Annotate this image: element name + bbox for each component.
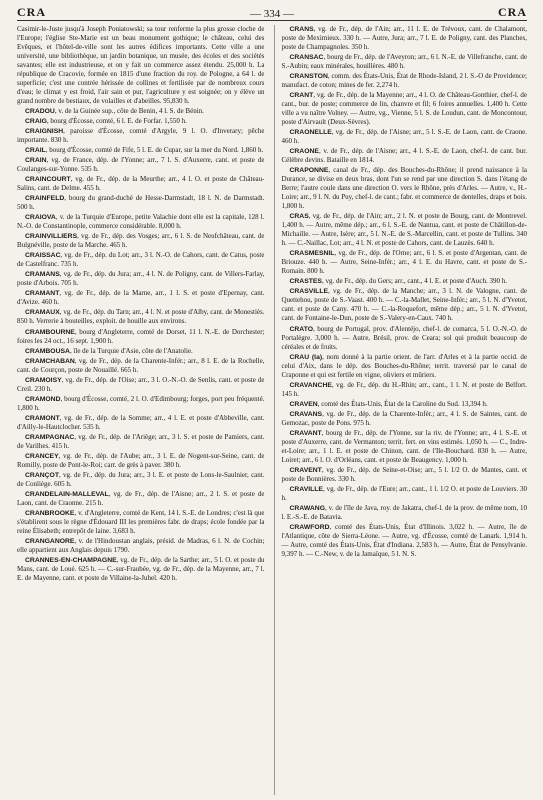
entry-text: , vg. de Fr., dép. de la Charente-Infér.; arr., 8 l. E. de la Rochelle, cant. de Courçon, poste de Nouaillé. 665 h. <box>17 356 265 374</box>
dictionary-entry <box>281 166 527 211</box>
dictionary-entry <box>281 128 527 146</box>
entry-headword: CRAMANS <box>25 271 60 279</box>
dictionary-entry <box>281 287 527 323</box>
left-column <box>17 25 264 795</box>
entry-headword: CRANGANORE <box>25 537 75 545</box>
entry-text: , vg. de Fr., dép. de la Manche; arr., 3 l. N. de Valogne, cant. de Quettehou, poste de S.-Vaast. 400 h. — C.-la-Mallet, Seine-Infér.; arr., 5 l. N. d'Yvetot, cant. et poste de Cany. 470 h. — C.-la-Roquefort, même dép.; arr., 5 l. N. d'Yvetot, cant. de Fontaine-le-Dun, poste de S.-Valery-en-Caux. 740 h. <box>281 287 527 323</box>
entry-headword: CRASMESNIL <box>289 250 335 258</box>
entry-headword: CRAPONNE <box>289 167 329 175</box>
dictionary-entry <box>281 147 527 165</box>
entry-headword: CRAIG <box>25 118 47 126</box>
entry-text: , bourg d'Écosse, comté, 6 l. E. de Forfar. 1,550 h. <box>46 117 187 126</box>
entry-text: , vg. de Fr., dép. du H.-Rhin; arr., cant., 1 l. N. et poste de Belfort. 145 h. <box>281 380 527 398</box>
dictionary-entry <box>17 308 264 326</box>
dictionary-entry <box>17 25 264 106</box>
entry-text: , v. de l'île de Java, roy. de Jakatra, chef-l. de la prov. de même nom, 10 l. E.-S.-E. de Batavia. <box>281 503 527 521</box>
right-column <box>274 25 527 795</box>
entry-text: Casimir-le-Juste jusqu'à Joseph Poniatowski; sa tour renferme la plus grosse cloche de l'Europe; l'église Ste-Marie est un beau monument gothique; le château, celui des Evêques, et l'hôtel-de-ville sont les autres édifices importants. Cette ville a une université, une bibliothèque, un jardin botanique, un musée, des écoles et des sociétés savantes; elle est industrieuse, et on y fait un commerce assez étendu. 25,000 h. La république de Cracovie, formée en 1815 d'une fraction du roy. de Pologne, a 64 l. de superficie; c'est une contrée hérissée de collines et fertilisée par de nombreux cours d'eau; le climat y est froid, l'air sain et pur, l'agriculture y est soignée; on y élève un grand nombre de bestiaux, de volailles et d'abeilles. 95,830 h. <box>17 25 265 106</box>
dictionary-entry <box>17 357 264 375</box>
entry-text: , vg. de Fr., dép. de l'Aisne; arr., 2 l. S. et poste de Laon, cant. de Craonne. 215 h. <box>17 489 265 507</box>
dictionary-entry <box>281 72 527 90</box>
entry-headword: CRASVILLE <box>289 288 329 296</box>
dictionary-entry <box>17 270 264 288</box>
page-number: — 334 — <box>250 8 294 20</box>
dictionary-entry <box>281 410 527 428</box>
entry-headword: CRAONELLE <box>289 129 332 137</box>
dictionary-entry <box>17 433 264 451</box>
dictionary-entry <box>17 471 264 489</box>
entry-text: , canal de Fr., dép. des Bouches-du-Rhône; il prend naissance à la Durance, se divise en deux bras, dont l'un se rend par une direction S. dans l'étang de Berre; l'autre coule dans une direction O. vers le Rhône, près d'Arles. — Autre, v., H.-Loire; arr., 9 l. N. du Puy, chef-l. de cant.; fabr. et commerce de dentelles, draps et bois. 1,800 h. <box>281 166 527 211</box>
entry-headword: CRANCEY <box>25 452 59 460</box>
entry-headword: CRAMONT <box>25 414 60 422</box>
entry-text: , v. de l'Hindoustan anglais, présid. de Madras, 6 l. N. de Cochin; elle appartient aux Anglais depuis 1790. <box>17 536 265 554</box>
dictionary-entry <box>17 127 264 145</box>
entry-headword: CRAMAUX <box>25 309 60 317</box>
dictionary-entry <box>281 466 527 484</box>
dictionary-entry <box>17 452 264 470</box>
entry-text: , vg. de Fr., dép. de Seine-et-Oise; arr., 5 l. 1/2 O. de Mantes, cant. et poste de Bonnières. 330 h. <box>281 465 527 483</box>
dictionary-entry <box>17 251 264 269</box>
entry-text: , vg. de Fr., dép. du Jura; arr., 3 l. E. et poste de Lons-le-Saulnier, cant. de Conliège. 605 h. <box>17 470 265 488</box>
dictionary-entry <box>17 537 264 555</box>
entry-text: , comté des États-Unis, État de la Caroline du Sud. 13,394 h. <box>317 399 488 408</box>
entry-headword: CRANS <box>289 26 314 33</box>
dictionary-entry <box>281 485 527 503</box>
entry-headword: CRAMOND <box>25 395 61 403</box>
entry-text: , comté des États-Unis, État d'Illinois. 3,022 h. — Autre, île de l'Atlantique, côte de Sierra-Léone. — Autre, vg. d'Écosse, comté de Lanark. 1,914 h. — Autre, comté des États-Unis, État d'Indiana. 2,583 h. — Autre, État de Pensylvanie. 9,397 h. — C.-New, v. de la Jamaïque, 5 l. N. S. <box>281 522 527 558</box>
entry-text: , vg. de Fr., dép. du Gers; arr., cant., 4 l. E. et poste d'Auch. 390 h. <box>321 277 507 286</box>
entry-text: , vg. de Fr., dép. de l'Ariège; arr., 3 l. S. et poste de Pamiers, cant. de Varilhes. 415 h. <box>17 432 265 450</box>
page-header <box>17 0 527 21</box>
entry-text: , vg. de Fr., dép. de la Charente-Infér.; arr., 4 l. S. de Saintes, cant. de Gemozac, poste de Pons. 975 h. <box>281 409 527 427</box>
entry-text: , paroisse d'Écosse, comté d'Argyle, 9 l. O. d'Inverary; pêche importante. 830 h. <box>17 127 265 145</box>
entry-text: , île de la Turquie d'Asie, côte de l'Anatolie. <box>69 346 193 355</box>
entry-headword: CRANBROOKE <box>25 509 75 517</box>
dictionary-entry <box>17 556 264 583</box>
entry-headword: CRASTES <box>289 278 322 286</box>
entry-text: , vg. de Fr., dép. de l'Oise; arr., 3 l. O.-N.-O. de Senlis, cant. et poste de Creil. 230 h. <box>17 375 265 393</box>
entry-headword: CRAMBOUSA <box>25 347 70 355</box>
entry-text: , vg. de Fr., dép. des Vosges; arr., 6 l. S. de Neufchâteau, cant. de Bulgnéville, poste de la Marche. 465 h. <box>17 232 265 250</box>
entry-text: , bourg d'Écosse, comté de Fife, 5 l. E. de Cupar, sur la mer du Nord. 1,860 h. <box>45 146 264 155</box>
entry-text: , vg. de France, dép. de l'Yonne; arr., 7 l. S. d'Auxerre, cant. et poste de Coulanges-sur-Yonne. 535 h. <box>17 156 265 174</box>
entry-text: , vg. de Fr., dép. de l'Orne; arr., 6 l. S. et poste d'Argentan, cant. de Briouze. 440 h. — Autre, Seine-Infér.; arr., 4 l. E. du Havre, cant. et poste de S.-Romain. 800 h. <box>281 249 527 276</box>
entry-text: , vg. de Fr., dép. de la Marne, arr., 1 l. S. et poste d'Epernay, cant. d'Avize. 460 h. <box>17 289 265 307</box>
entry-text: , v. de la Guinée sup., côte de Benin, 4 l. S. de Bénin. <box>54 107 204 116</box>
entry-text: , bourg de Fr., dép. de l'Aveyron; arr., 6 l. N.-E. de Villefranche, cant. de S.-Aubin; eaux minérales, houillères. 480 h. <box>281 53 527 71</box>
dictionary-entry <box>281 277 527 286</box>
entry-headword: CRANDELAIN-MALLEVAL <box>25 490 109 498</box>
entry-headword: CRAINFELD <box>25 195 65 203</box>
dictionary-entry <box>281 91 527 127</box>
entry-text: , comm. des États-Unis, État de Rhode-Island, 2 l. S.-O de Providence; manufact. de coton; mines de fer. 2,274 h. <box>281 72 527 90</box>
entry-headword: CRAIL <box>25 147 46 155</box>
dictionary-entry <box>17 146 264 155</box>
entry-text: , bourg de Portugal, prov. d'Alentéjo, chef-l. de comarca, 5 l. O.-N.-O. de Portalègre. 3,000 h. — Autre, Brésil, prov. de Ceara; sol qui produit beaucoup de céréales et de fruits. <box>281 324 527 351</box>
entry-headword: CRANT <box>289 92 314 100</box>
entry-headword: CRANNES-EN-CHAMPAGNE <box>25 556 117 564</box>
entry-headword: CRAIGNISH <box>25 128 64 136</box>
dictionary-entry <box>17 175 264 193</box>
entry-headword: CRANSAC <box>289 54 324 62</box>
entry-text: , vg. de Fr., dép. de la Sarthe; arr., 5 l. O. et poste du Mans, cant. de Loué. 625 h. — C.-sur-Fraubée, vg. de Fr., dép. de la Mayenne, arr., 7 l. E. de Mayenne, cant. et poste de Villaine-la-Juhel. 420 h. <box>17 555 265 582</box>
entry-text: , vg. de Fr., dép. de la Mayenne; arr., 4 l. O. de Château-Gonthier, chef-l. de cant., bur. de poste; commerce de lin, chanvre et fil; 6 foires annuelles. 1,400 h. Cette ville a vu naître Volney. — Autre, vg., Vienne, 5 l. S. de Loudun, cant. de Moncontour, poste d'Airvault (Deux-Sèvres). <box>281 91 527 127</box>
dictionary-entry <box>17 347 264 356</box>
dictionary-entry <box>17 107 264 116</box>
entry-headword: CRANSTON <box>289 73 328 81</box>
entry-text: , bourg d'Angleterre, comté de Dorset, 11 l. N.-E. de Dorchester; foires les 24 oct., 16 sept. 1,900 h. <box>17 327 265 345</box>
entry-headword: CRAVILLE <box>289 485 323 493</box>
entry-text: , vg. de Fr., dép. de l'Aisne; arr., 5 l. S.-E. de Laon, cant. de Craone. 460 h. <box>281 128 527 146</box>
entry-text: , vg. de Fr., dép. de la Meurthe; arr., 4 l. O. et poste de Château-Salins, cant. de Delme. 455 h. <box>17 175 265 193</box>
entry-headword: CRAMBOURNE <box>25 328 75 336</box>
entry-headword: CRAVENT <box>289 466 322 474</box>
entry-headword: CRANÇOT <box>25 471 59 479</box>
entry-headword: CRAINVILLIERS <box>25 233 78 241</box>
entry-text: , vg. de Fr., dép. du Jura; arr., 4 l. N. de Poligny, cant. de Villers-Farlay, poste d'Arbois. 705 h. <box>17 270 265 288</box>
dictionary-entry <box>17 509 264 536</box>
dictionary-entry <box>17 395 264 413</box>
dictionary-entry <box>281 325 527 352</box>
entry-headword: CRAINCOURT <box>25 176 71 184</box>
entry-text: , vg. de Fr., dép. de l'Ain; arr., 2 l. N. et poste de Bourg, cant. de Montrevel. 1,400 h. — Autre, même dép.; arr., 6 l. S.-E. de Nantua, cant. et poste de Châtillon-de-Michaille. — Autre, Isère; arr., 5 l. N.-E. de S.-Marcellin, cant. et poste de Tullins. 340 h. — C.-Naillac, Lot; arr., 4 l. N. et poste de Cahors, cant. de Lauzès. 640 h. <box>281 212 527 248</box>
entry-headword: CRAWANG <box>289 504 325 512</box>
entry-headword: CRAWFORD <box>289 523 330 531</box>
entry-text: , vg. de Fr., dép. du Lot; arr., 3 l. N.-O. de Cahors, cant. de Catus, poste de Castelfranc. 735 h. <box>17 251 265 269</box>
entry-text: , vg. de Fr., dép. du Tarn; arr., 4 l. N. et poste d'Alby, cant. de Monestiès. 850 h. Verrerie à bouteilles, exploit. de houille aux environs. <box>17 308 265 326</box>
entry-text: , v. de Fr., dép. de l'Aisne; arr., 4 l. S.-E. de Laon, chef-l. de cant. bur. Célèbre devins. Bataille en 1814. <box>281 147 527 165</box>
entry-headword: CRAMOISY <box>25 376 62 384</box>
entry-text: , vg. de Fr., dép. de l'Eure; arr., cant., 1 l. 1/2 O. et poste de Louviers. 30 h. <box>281 484 527 502</box>
entry-headword: CRAU (la) <box>289 353 323 361</box>
entry-text: , vg. de Fr., dép. de la Somme; arr., 4 l. E. et poste d'Abbeville, cant. d'Ailly-le-Hautclocher. 535 h. <box>17 413 265 431</box>
dictionary-entry <box>17 213 264 231</box>
dictionary-entry <box>281 429 527 465</box>
entry-headword: CRADOU <box>25 108 55 116</box>
left-running-head: CRA <box>17 5 46 19</box>
dictionary-entry <box>17 194 264 212</box>
dictionary-entry <box>17 232 264 250</box>
entry-headword: CRAMPAGNAC <box>25 433 75 441</box>
dictionary-entry <box>281 212 527 248</box>
dictionary-entry <box>17 376 264 394</box>
dictionary-entry <box>17 490 264 508</box>
entry-text: , vg. de Fr., dép. de l'Aube; arr., 3 l. E. de Nogent-sur-Seine, cant. de Romilly, poste de Pont-le-Roi; carr. de grès à paver. 380 h. <box>17 451 265 469</box>
entry-text: , v. de la Turquie d'Europe, petite Valachie dont elle est la capitale, 128 l. N.-O. de Constantinople, commerce considérable. 8,000 h. <box>17 213 265 231</box>
dictionary-entry <box>281 400 527 409</box>
entry-headword: CRAS <box>289 213 309 221</box>
dictionary-entry <box>281 25 527 52</box>
dictionary-entry <box>17 117 264 126</box>
dictionary-entry <box>17 414 264 432</box>
entry-text: , bourg de Fr., dép. de l'Yonne, sur la riv. de l'Yonne; arr., 4 l. S.-E. et poste d'Auxerre, cant. de Vermanton; territ. fert. en vins estimés. 1,050 h. — C., Indre-et-Loire; arr., 1 l. E. et poste de Chinon, cant. de l'Ile-Bouchard. 830 h. — Autre, Loiret; arr., 6 l. O. d'Orléans, cant. et poste de Beaugency. 1,000 h. <box>281 428 527 464</box>
text-columns <box>17 25 527 795</box>
dictionary-entry <box>17 156 264 174</box>
entry-headword: CRAVANCHE <box>289 381 332 389</box>
right-running-head: CRA <box>498 5 527 19</box>
dictionary-entry <box>17 328 264 346</box>
dictionary-entry <box>281 523 527 559</box>
entry-headword: CRAVANS <box>289 410 323 418</box>
entry-headword: CRAIOVA <box>25 214 56 222</box>
entry-headword: CRATO <box>289 325 314 333</box>
entry-text: , nom donné à la partie orient. de l'arr. d'Arles et à la partie occid. de celui d'Aix, dans le dép. des Bouches-du-Rhône; territ. traversé par le canal de Craponne et qui est fertile en vigne, oliviers et mûriers. <box>281 352 527 379</box>
entry-text: , vg. de Fr., dép. de l'Ain; arr., 11 l. E. de Trévoux, cant. de Chalamont, poste de Meximieux. 330 h. — Autre, Jura; arr., 7 l. E. de Poligny, cant. des Planches, poste de Champagnoles. 350 h. <box>281 25 527 52</box>
dictionary-entry <box>281 381 527 399</box>
entry-text: , v. d'Angleterre, comté de Kent, 14 l. S.-E. de Londres; c'est là que s'établirent sous le règne d'Édouard III les premières fabr. de draps; école fondée par la reine Élisabeth; entrepôt de laine. 3,683 h. <box>17 508 265 535</box>
dictionary-entry <box>17 289 264 307</box>
dictionary-entry <box>281 249 527 276</box>
dictionary-entry <box>281 353 527 380</box>
entry-headword: CRAMANT <box>25 290 60 298</box>
entry-text: , bourg du grand-duché de Hesse-Darmstadt, 18 l. N. de Darmstadt. 500 h. <box>17 194 265 212</box>
dictionary-entry <box>281 53 527 71</box>
entry-headword: CRAONE <box>289 148 319 156</box>
dictionary-entry <box>281 504 527 522</box>
entry-headword: CRAMCHABAN <box>25 357 75 365</box>
entry-text: , bourg d'Écosse, comté, 2 l. O. d'Edimbourg; forges, port peu fréquenté. 1,800 h. <box>17 394 265 412</box>
entry-headword: CRAISSAC <box>25 252 61 260</box>
entry-headword: CRAVEN <box>289 400 318 408</box>
entry-headword: CRAVANT <box>289 429 322 437</box>
entry-headword: CRAIN <box>25 157 47 165</box>
